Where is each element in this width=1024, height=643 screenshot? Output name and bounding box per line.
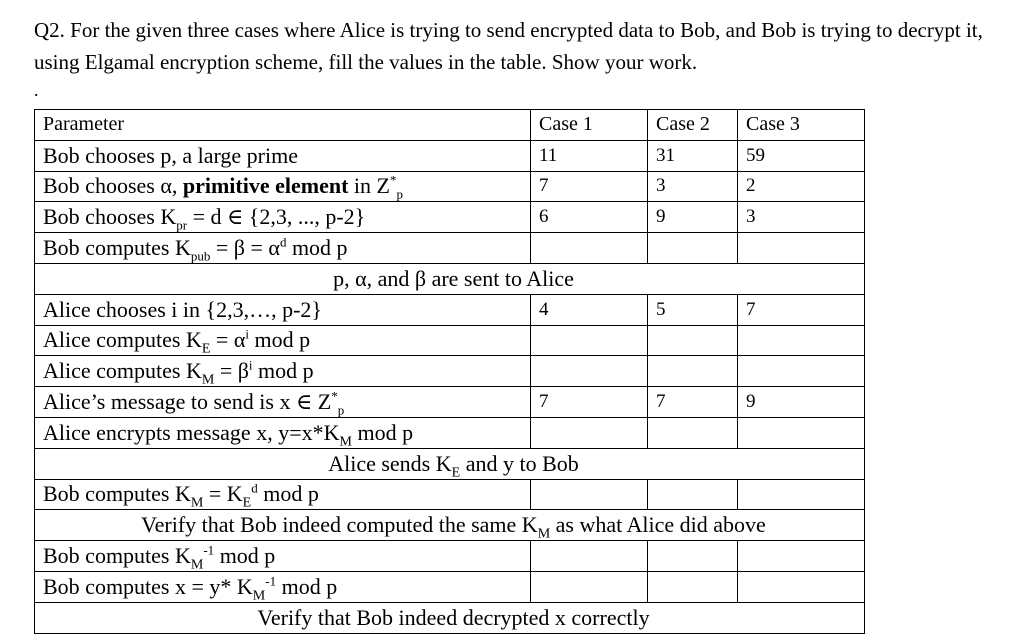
case-2-cell: 5 (648, 294, 738, 325)
row-label (35, 541, 531, 572)
note-text: and y to Bob (460, 450, 579, 476)
case-3-cell: 7 (738, 294, 865, 325)
superscript: -1 (203, 542, 215, 558)
label-bold-text: primitive element (182, 173, 349, 199)
subscript: M (339, 434, 352, 449)
note-text: as what Alice did above (550, 512, 766, 538)
table-row (35, 479, 865, 510)
label-text: Bob computes K (43, 235, 191, 261)
row-label (35, 479, 531, 510)
subscript: p (396, 186, 403, 202)
note-text: Verify that Bob indeed computed the same K (141, 512, 538, 538)
case-1-cell: 11 (531, 140, 648, 171)
header-parameter: Parameter (35, 110, 531, 141)
superscript: d (251, 481, 258, 497)
subscript: pr (176, 217, 188, 233)
table-row (35, 294, 865, 325)
elgamal-parameter-table (34, 109, 865, 634)
row-label: Bob chooses p, a large prime (35, 140, 531, 171)
label-text: Alice computes K (43, 327, 202, 353)
case-2-cell[interactable] (648, 541, 738, 572)
table-row (35, 387, 865, 418)
case-3-cell[interactable] (738, 571, 865, 602)
case-1-cell[interactable] (531, 571, 648, 602)
note-row (35, 510, 865, 541)
case-3-cell[interactable] (738, 356, 865, 387)
case-1-cell[interactable] (531, 541, 648, 572)
table-row (35, 325, 865, 356)
table-row (35, 233, 865, 264)
superscript: i (248, 357, 253, 373)
header-row (35, 110, 865, 141)
label-text: mod p (286, 235, 348, 261)
case-3-cell[interactable] (738, 479, 865, 510)
note-row (35, 448, 865, 479)
row-label (35, 571, 531, 602)
label-text: Bob chooses K (43, 204, 177, 230)
case-3-cell[interactable] (738, 233, 865, 264)
case-2-cell: 7 (648, 387, 738, 418)
table-row (35, 541, 865, 572)
note-verify-decryption: Verify that Bob indeed decrypted x correctly (35, 602, 865, 633)
label-text: Bob chooses α, (43, 173, 183, 199)
header-case-1: Case 1 (531, 110, 648, 141)
note-row (35, 602, 865, 633)
case-3-cell[interactable] (738, 541, 865, 572)
case-2-cell: 3 (648, 171, 738, 202)
case-1-cell[interactable] (531, 356, 648, 387)
table-row (35, 171, 865, 202)
superscript: * (389, 173, 397, 189)
note-alice-sends (35, 448, 865, 479)
row-label: Alice chooses i in {2,3,…, p-2} (35, 294, 531, 325)
table-row (35, 140, 865, 171)
subscript: M (537, 526, 551, 541)
row-label (35, 233, 531, 264)
label-text: = α (210, 327, 246, 353)
row-label (35, 417, 531, 448)
label-text: mod p (252, 358, 314, 384)
subscript: E (242, 495, 252, 510)
superscript: -1 (265, 573, 277, 589)
case-1-cell[interactable] (531, 417, 648, 448)
row-label (35, 325, 531, 356)
header-case-3: Case 3 (738, 110, 865, 141)
label-text: Bob computes x = y* K (43, 573, 253, 599)
label-text: Bob computes K (43, 543, 191, 569)
label-text: = K (203, 481, 243, 507)
question-text: Q2. For the given three cases where Alice is trying to send encrypted data to Bob, and Bob is trying to decrypt it, using Elgamal encryption scheme, fill the values in the table. Show your work. (34, 18, 983, 74)
row-label (35, 387, 531, 418)
case-3-cell: 3 (738, 202, 865, 233)
subscript: M (252, 588, 266, 603)
subscript: p (337, 402, 345, 418)
case-2-cell[interactable] (648, 325, 738, 356)
table-row (35, 417, 865, 448)
subscript: M (201, 372, 215, 387)
case-2-cell: 31 (648, 140, 738, 171)
row-label (35, 356, 531, 387)
subscript: M (190, 557, 204, 572)
table-row (35, 571, 865, 602)
label-text: mod p (214, 543, 276, 569)
case-3-cell: 9 (738, 387, 865, 418)
superscript: i (245, 327, 249, 343)
subscript: pub (190, 248, 211, 264)
case-3-cell[interactable] (738, 325, 865, 356)
case-2-cell[interactable] (648, 356, 738, 387)
row-label (35, 202, 531, 233)
label-text: mod p (276, 573, 338, 599)
case-1-cell[interactable] (531, 479, 648, 510)
label-text: = β = α (210, 235, 280, 261)
note-text: Alice sends K (328, 450, 452, 476)
subscript: E (451, 465, 461, 480)
label-text: Alice’s message to send is x ∈ Z (43, 389, 332, 415)
label-text: in Z (348, 173, 390, 199)
label-text: mod p (351, 419, 414, 445)
case-3-cell[interactable] (738, 417, 865, 448)
case-3-cell: 59 (738, 140, 865, 171)
superscript: d (279, 234, 287, 250)
case-2-cell: 9 (648, 202, 738, 233)
label-text: Alice encrypts message x, y=x*K (43, 419, 340, 445)
case-2-cell[interactable] (648, 571, 738, 602)
label-text: = β (214, 358, 249, 384)
case-3-cell: 2 (738, 171, 865, 202)
subscript: E (201, 341, 211, 356)
row-label (35, 171, 531, 202)
label-text: mod p (257, 481, 319, 507)
label-text: = d ∈ {2,3, ..., p-2} (187, 204, 366, 230)
case-1-cell: 4 (531, 294, 648, 325)
label-text: Bob computes K (43, 481, 191, 507)
note-row (35, 263, 865, 294)
case-2-cell[interactable] (648, 417, 738, 448)
case-1-cell: 6 (531, 202, 648, 233)
case-2-cell[interactable] (648, 233, 738, 264)
stray-dot: . (34, 80, 39, 100)
note-sent-to-alice: p, α, and β are sent to Alice (35, 263, 865, 294)
case-2-cell[interactable] (648, 479, 738, 510)
note-verify-km (35, 510, 865, 541)
subscript: M (190, 495, 204, 510)
label-text: mod p (248, 327, 311, 353)
case-1-cell[interactable] (531, 325, 648, 356)
case-1-cell: 7 (531, 387, 648, 418)
header-case-2: Case 2 (648, 110, 738, 141)
table-row (35, 202, 865, 233)
case-1-cell[interactable] (531, 233, 648, 264)
superscript: * (331, 388, 338, 404)
label-text: Alice computes K (43, 358, 202, 384)
case-1-cell: 7 (531, 171, 648, 202)
table-row (35, 356, 865, 387)
